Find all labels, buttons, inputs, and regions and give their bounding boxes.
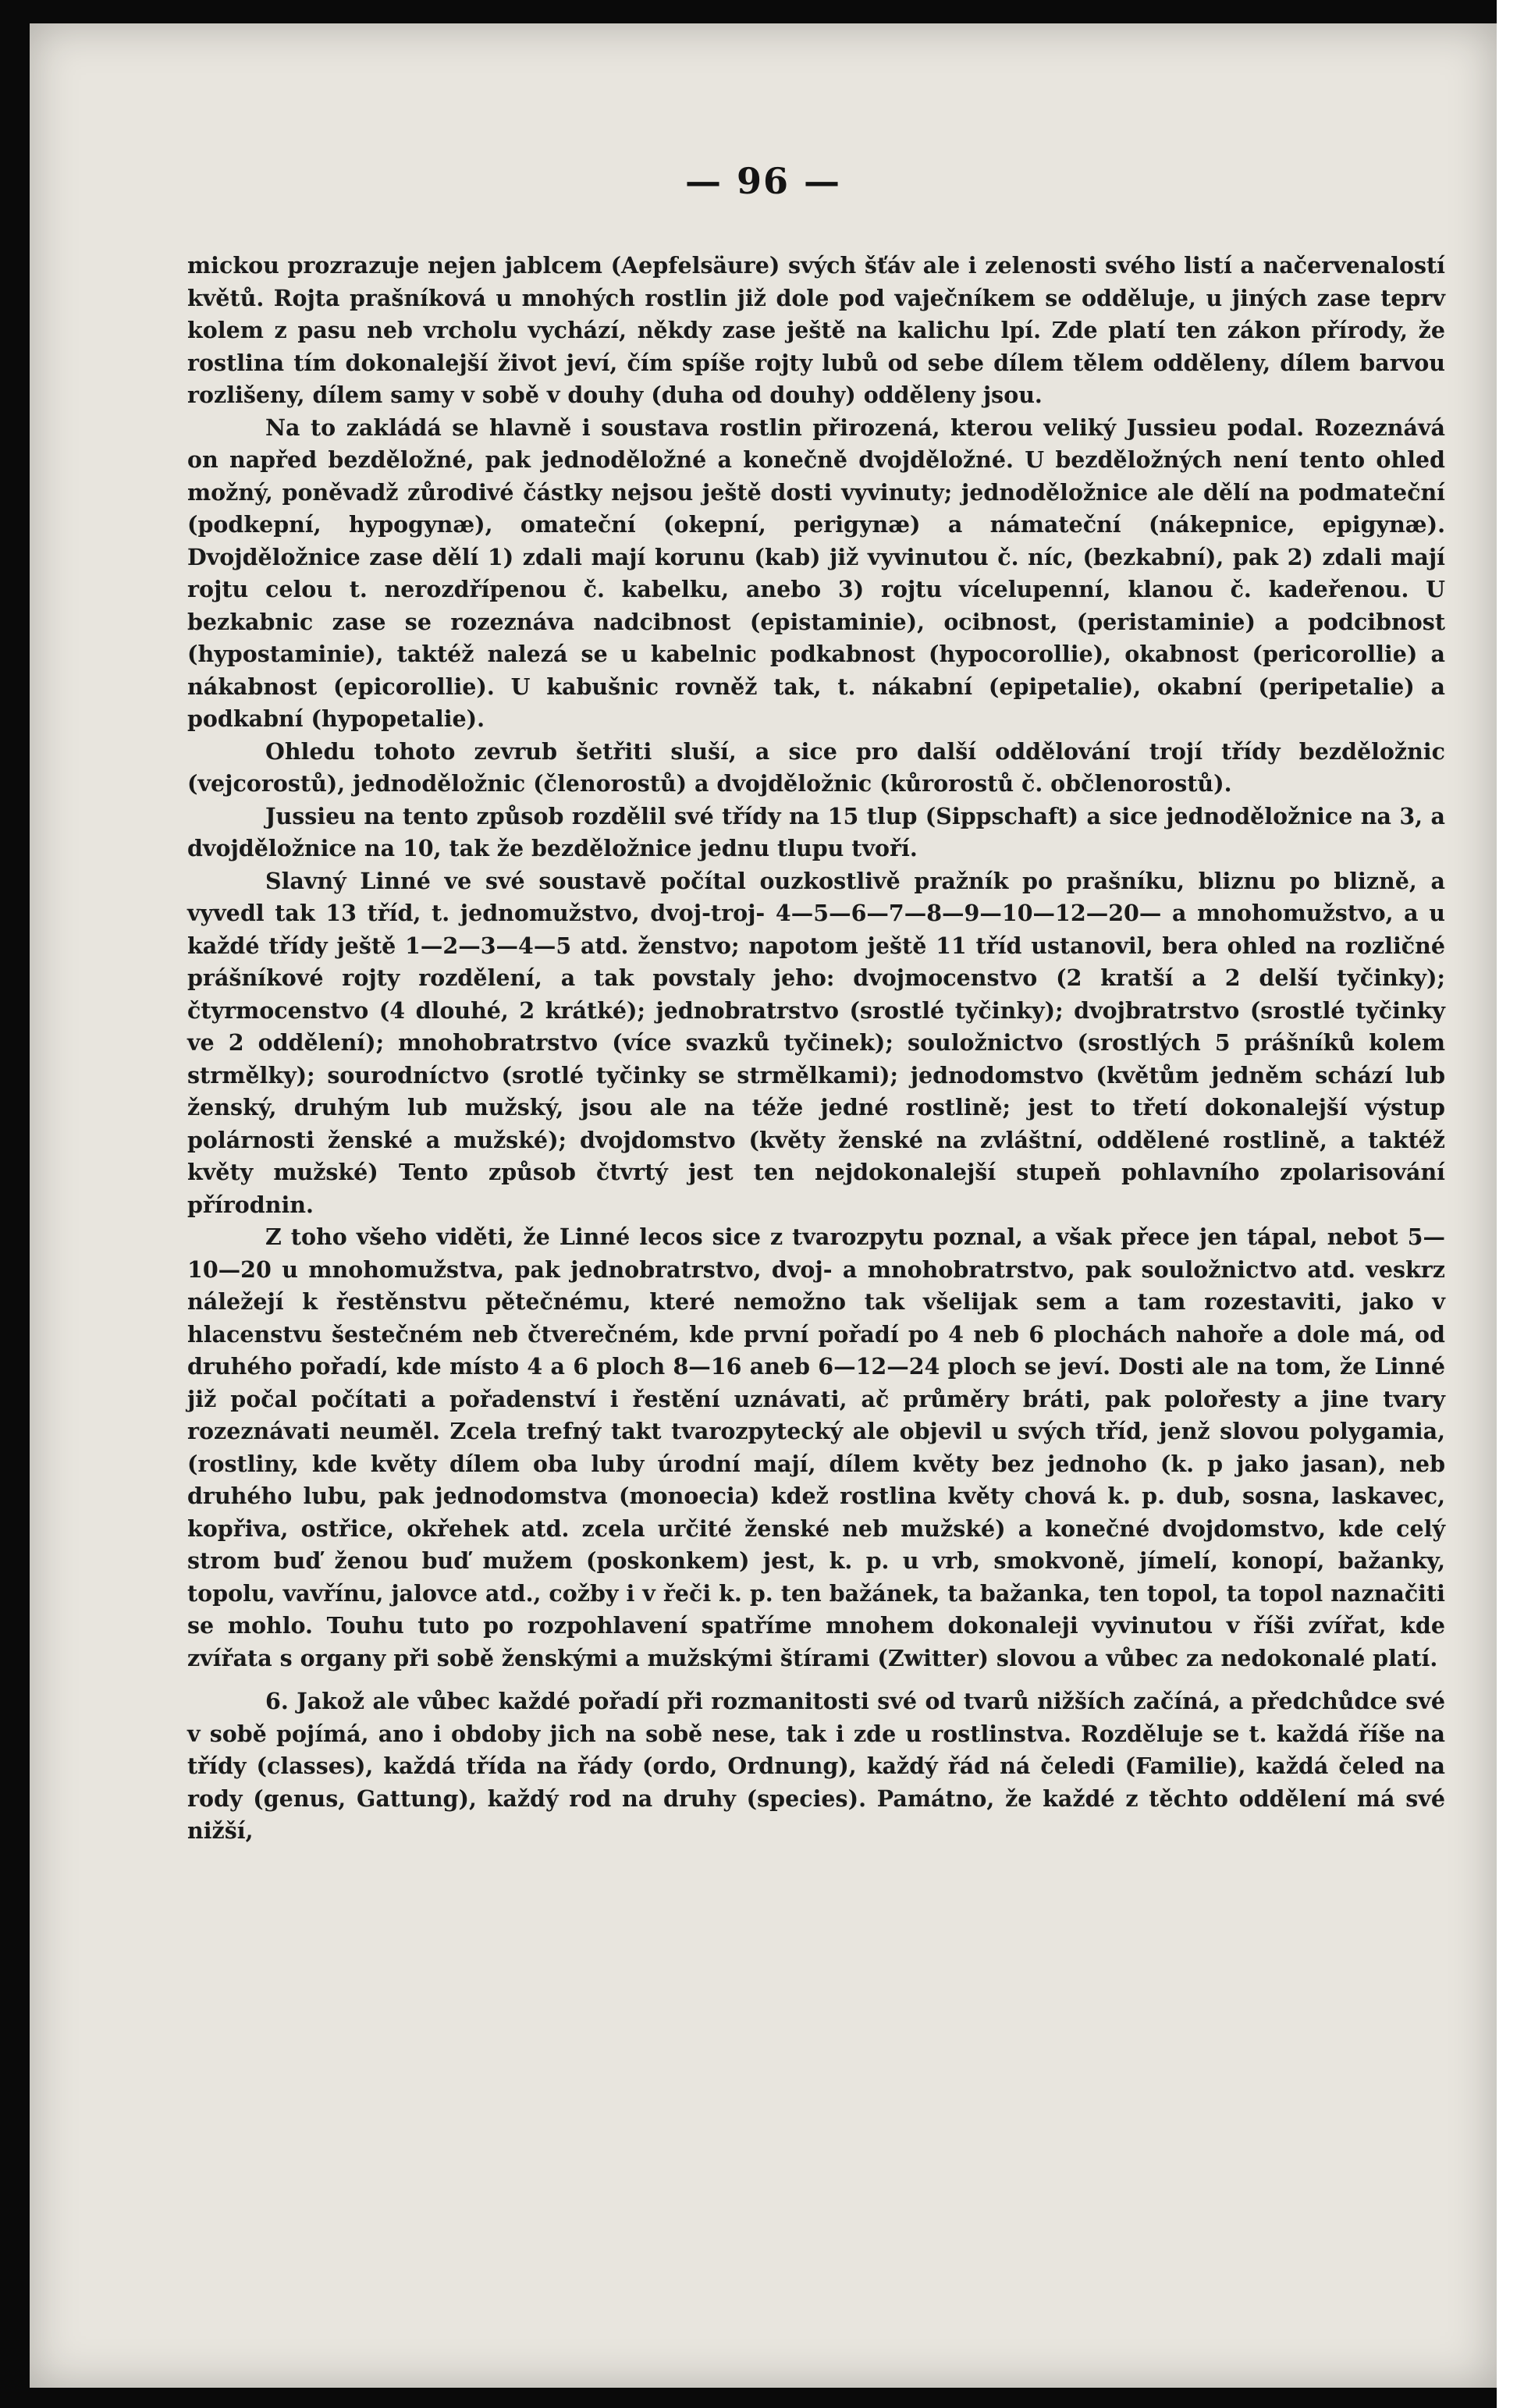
- paragraph: Ohledu tohoto zevrub šetřiti sluší, a sice pro další oddělování trojí třídy bezděložnic (vejcorostů), jednoděložnic (členorostů) a dvojděložnic (kůrorostů č. občlenorostů).: [187, 737, 1445, 797]
- scan-edge-strip: [1497, 0, 1524, 2408]
- paragraph: mickou prozrazuje nejen jablcem (Aepfelsäure) svých šťáv ale i zelenosti svého listí a načervenalostí květů. Rojta prašníková u mnohých rostlin již dole pod vaječníkem se odděluje, u jiných zase teprv kolem z pasu neb vrcholu vychází, někdy zase ještě na kalichu lpí. Zde platí ten zákon přírody, že rostlina tím dokonalejší život jeví, čím spíše rojty lubů od sebe dílem tělem odděleny, dílem barvou rozlišeny, dílem samy v sobě v douhy (duha od douhy) odděleny jsou.: [187, 252, 1445, 408]
- body-text: [187, 250, 1445, 1848]
- paragraph: Z toho všeho viděti, že Linné lecos sice z tvarozpytu poznal, a však přece jen tápal, nebot 5—10—20 u mnohomužstva, pak jednobratrstvo, dvoj- a mnohobratrstvo, pak souložnictvo atd. veskrz náležejí k řestěnstvu pětečnému, které nemožno tak všelijak sem a tam rozestaviti, jako v hlacenstvu šestečném neb čtverečném, kde první pořadí po 4 neb 6 plochách nahoře a dole má, od druhého pořadí, kde místo 4 a 6 ploch 8—16 aneb 6—12—24 ploch se jeví. Dosti ale na tom, že Linné již počal počítati a pořadenství i řestění uznávati, ač průměry bráti, pak polořesty a jine tvary rozeznávati neuměl. Zcela trefný takt tvarozpytecký ale objevil u svých tříd, jenž slovou polygamia, (rostliny, kde květy dílem oba luby úrodní mají, dílem květy bez jednoho (k. p jako jasan), neb druhého lubu, pak jednodomstva (monoecia) kdež rostlina květy chová k. p. dub, sosna, laskavec, kopřiva, ostřice, okřehek atd. zcela určité ženské neb mužské) a konečné dvojdomstvo, kde celý strom buď ženou buď mužem (poskonkem) jest, k. p. u vrb, smokvoně, jímelí, konopí, bažanky, topolu, vavřínu, jalovce atd., cožby i v řeči k. p. ten bažánek, ta bažanka, ten topol, ta topol naznačiti se mohlo. Touhu tuto po rozpohlavení spatříme mnohem dokonaleji vyvinutou v říši zvířat, kde zvířata s organy při sobě ženskými a mužskými štírami (Zwitter) slovou a vůbec za nedokonalé platí.: [187, 1224, 1445, 1671]
- paragraph: 6. Jakož ale vůbec každé pořadí při rozmanitosti své od tvarů nižších začíná, a předchůdce své v sobě pojímá, ano i obdoby jich na sobě nese, tak i zde u rostlinstva. Rozděluje se t. každá říše na třídy (classes), každá třída na řády (ordo, Ordnung), každý řád ná čeledi (Familie), každá čeled na rody (genus, Gattung), každý rod na druhy (species). Památno, že každé z těchto oddělení má své nižší,: [187, 1688, 1445, 1844]
- paragraph: Na to zakládá se hlavně i soustava rostlin přirozená, kterou veliký Jussieu podal. Rozeznává on napřed bezděložné, pak jednoděložné a konečně dvojděložné. U bezděložných není tento ohled možný, poněvadž zůrodivé částky nejsou ještě dosti vyvinuty; jednoděložnice ale dělí na podmateční (podkepní, hypogynæ), omateční (okepní, perigynæ) a námateční (nákepnice, epigynæ). Dvojděložnice zase dělí 1) zdali mají korunu (kab) již vyvinutou č. níc, (bezkabní), pak 2) zdali mají rojtu celou t. nerozdřípenou č. kabelku, anebo 3) rojtu vícelupenní, klanou č. kadeřenou. U bezkabnic zase se rozeznáva nadcibnost (epistaminie), ocibnost, (peristaminie) a podcibnost (hypostaminie), taktéž nalezá se u kabelnic podkabnost (hypocorollie), okabnost (pericorollie) a nákabnost (epicorollie). U kabušnic rovněž tak, t. nákabní (epipetalie), okabní (peripetalie) a podkabní (hypopetalie).: [187, 414, 1445, 732]
- page-number: — 96 —: [684, 160, 842, 202]
- book-page: [30, 23, 1497, 2388]
- paragraph: Jussieu na tento způsob rozdělil své třídy na 15 tlup (Sippschaft) a sice jednoděložnice na 3, a dvojděložnice na 10, tak že bezděložnice jednu tlupu tvoří.: [187, 802, 1445, 861]
- paragraph: Slavný Linné ve své soustavě počítal ouzkostlivě pražník po prašníku, bliznu po blizně, a vyvedl tak 13 tříd, t. jednomužstvo, dvoj-troj- 4—5—6—7—8—9—10—12—20— a mnohomužstvo, a u každé třídy ještě 1—2—3—4—5 atd. ženstvo; napotom ještě 11 tříd ustanovil, bera ohled na rozličné prášníkové rojty rozdělení, a tak povstaly jeho: dvojmocenstvo (2 kratší a 2 delší tyčinky); čtyrmocenstvo (4 dlouhé, 2 krátké); jednobratrstvo (srostlé tyčinky); dvojbratrstvo (srostlé tyčinky ve 2 oddělení); mnohobratrstvo (více svazků tyčinek); souložnictvo (srostlých 5 prášníků kolem strmělky); sourodníctvo (srotlé tyčinky se strmělkami); jednodomstvo (květům jedněm schází lub ženský, druhým lub mužský, jsou ale na téže jedné rostlině; jest to třetí dokonalejší výstup polárnosti ženské a mužské); dvojdomstvo (květy ženské na zvláštní, oddělené rostlině, a taktéž květy mužské) Tento způsob čtvrtý jest ten nejdokonalejší stupeň pohlavního zpolarisování přírodnin.: [187, 867, 1445, 1218]
